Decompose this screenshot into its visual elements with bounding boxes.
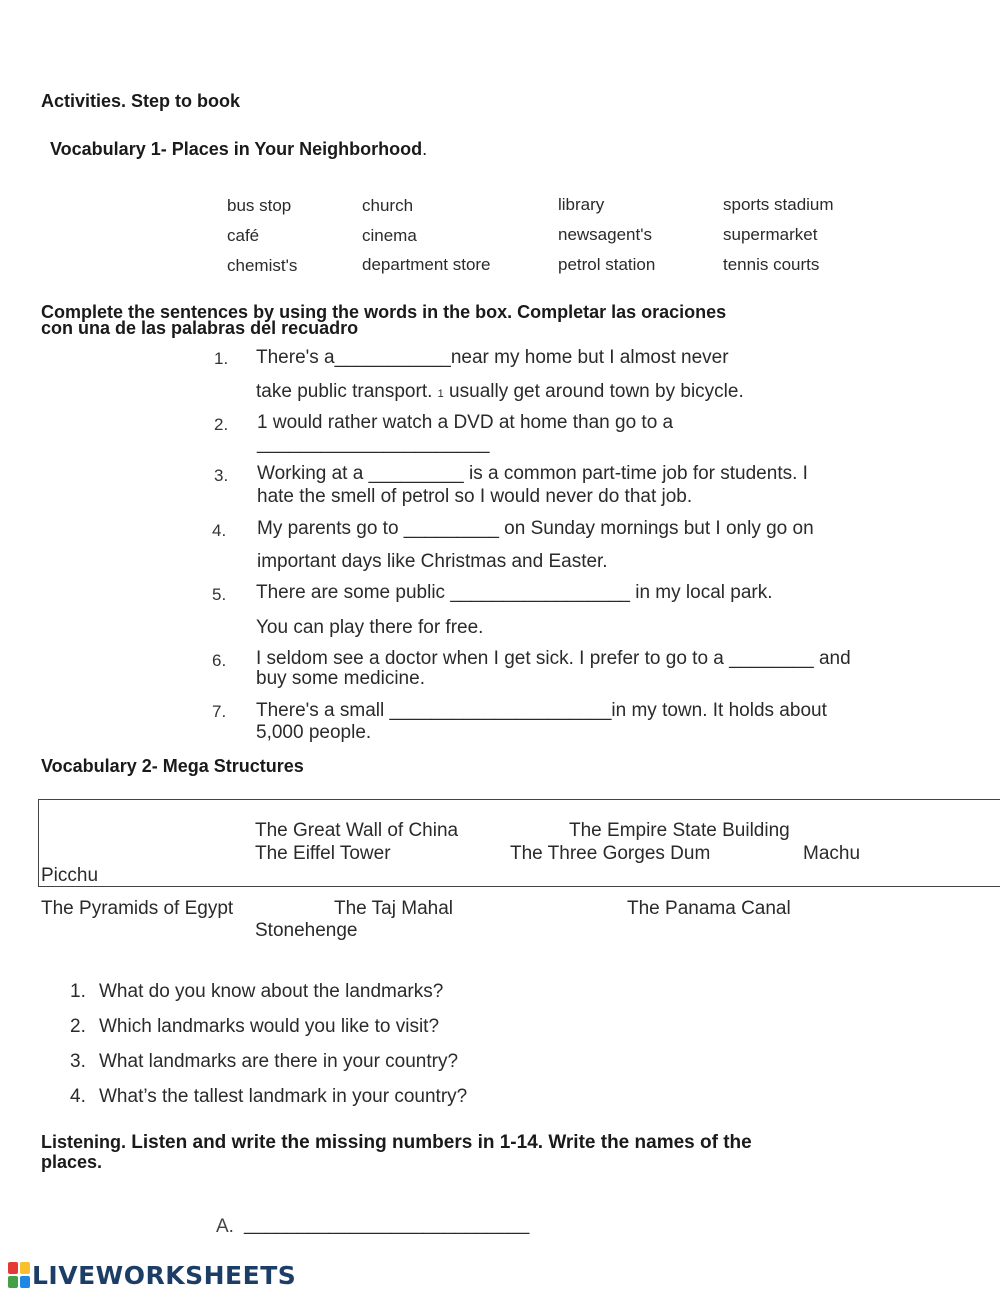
word-library: library <box>558 195 605 214</box>
word-chemists: chemist's <box>227 256 298 275</box>
sentence-7-line-2: 5,000 people. <box>256 722 372 743</box>
sentence-1-small-one: 1 <box>437 388 444 400</box>
sentence-3-line-2: hate the smell of petrol so I would never do that job. <box>257 486 693 507</box>
listening-instruction: Listen and write the missing numbers in 1-14. Write the names of the <box>126 1132 752 1153</box>
sentence-1-line-1: There's a___________near my home but I almost never <box>256 347 729 368</box>
liveworksheets-logo-text: LIVEWORKSHEETS <box>32 1260 297 1290</box>
landmark-panama-canal: The Panama Canal <box>627 898 791 919</box>
worksheet-title: Activities. Step to book <box>41 91 241 111</box>
sentence-6-number: 6. <box>212 651 227 670</box>
landmark-great-wall: The Great Wall of China <box>255 820 459 841</box>
landmark-taj-mahal: The Taj Mahal <box>334 898 453 919</box>
word-department-store: department store <box>362 255 491 274</box>
question-4-number: 4. <box>70 1086 86 1107</box>
liveworksheets-logo-icon <box>8 1262 30 1288</box>
sentence-5-line-2: You can play there for free. <box>256 617 484 638</box>
landmark-box-left-border <box>38 799 39 887</box>
sentence-4-line-2: important days like Christmas and Easter. <box>257 551 608 572</box>
sentence-1-part-2: usually get around town by bicycle. <box>443 381 744 402</box>
sentence-6-line-1: I seldom see a doctor when I get sick. I prefer to go to a ________ and <box>256 648 851 669</box>
landmark-empire-state: The Empire State Building <box>569 820 790 841</box>
question-2-number: 2. <box>70 1016 86 1037</box>
sentence-5-number: 5. <box>212 585 227 604</box>
word-petrol-station: petrol station <box>558 255 656 274</box>
sentence-2-blank: ______________________ <box>257 433 490 454</box>
sentence-2-number: 2. <box>214 415 229 434</box>
sentence-1-part-1: take public transport. <box>256 381 438 402</box>
listening-line-2: places. <box>41 1152 103 1172</box>
liveworksheets-logo <box>8 1260 296 1290</box>
vocab1-heading <box>50 139 427 160</box>
sentence-7-number: 7. <box>212 702 227 721</box>
question-1-number: 1. <box>70 981 86 1002</box>
landmark-three-gorges: The Three Gorges Dum <box>510 843 711 864</box>
sentence-5-line-1: There are some public _________________ in my local park. <box>256 582 773 603</box>
word-sports-stadium: sports stadium <box>723 195 834 214</box>
landmark-box-bottom-border <box>38 886 1000 887</box>
sentence-4-number: 4. <box>212 521 227 540</box>
answer-a-label: A. <box>216 1216 234 1237</box>
vocab1-heading-text: Vocabulary 1- Places in Your Neighborhood <box>50 139 423 159</box>
landmark-eiffel-tower: The Eiffel Tower <box>255 843 391 864</box>
word-tennis-courts: tennis courts <box>723 255 820 274</box>
instruction-line-2: con una de las palabras del recuadro <box>41 318 359 338</box>
instruction-line-1: Complete the sentences by using the words in the box. Completar las oraciones <box>41 302 727 322</box>
vocab1-heading-period: . <box>422 139 428 159</box>
listening-label: Listening. <box>41 1132 126 1152</box>
landmark-picchu: Picchu <box>41 865 99 886</box>
landmark-stonehenge: Stonehenge <box>255 920 358 941</box>
sentence-1-line-2 <box>256 381 744 403</box>
answer-a-blank[interactable]: ___________________________ <box>244 1214 530 1235</box>
sentence-6-line-2: buy some medicine. <box>256 668 425 689</box>
question-1-text: What do you know about the landmarks? <box>99 981 444 1002</box>
question-2-text: Which landmarks would you like to visit? <box>99 1016 440 1037</box>
word-supermarket: supermarket <box>723 225 818 244</box>
word-bus-stop: bus stop <box>227 196 292 215</box>
sentence-3-line-1: Working at a _________ is a common part-time job for students. I <box>257 463 808 484</box>
sentence-2-line-1: 1 would rather watch a DVD at home than go to a <box>257 412 674 433</box>
word-church: church <box>362 196 414 215</box>
word-cafe: café <box>227 226 260 245</box>
question-3-text: What landmarks are there in your country? <box>99 1051 459 1072</box>
question-4-text: What’s the tallest landmark in your country? <box>99 1086 468 1107</box>
word-newsagents: newsagent's <box>558 225 652 244</box>
landmark-machu: Machu <box>803 843 861 864</box>
sentence-1-number: 1. <box>214 349 229 368</box>
listening-line-1 <box>41 1132 752 1154</box>
sentence-3-number: 3. <box>214 466 229 485</box>
sentence-4-line-1: My parents go to _________ on Sunday mornings but I only go on <box>257 518 814 539</box>
sentence-7-line-1: There's a small _____________________in my town. It holds about <box>256 700 827 721</box>
landmark-pyramids: The Pyramids of Egypt <box>41 898 234 919</box>
vocab2-heading: Vocabulary 2- Mega Structures <box>41 756 304 776</box>
landmark-box-top-border <box>38 799 1000 800</box>
question-3-number: 3. <box>70 1051 86 1072</box>
word-cinema: cinema <box>362 226 417 245</box>
